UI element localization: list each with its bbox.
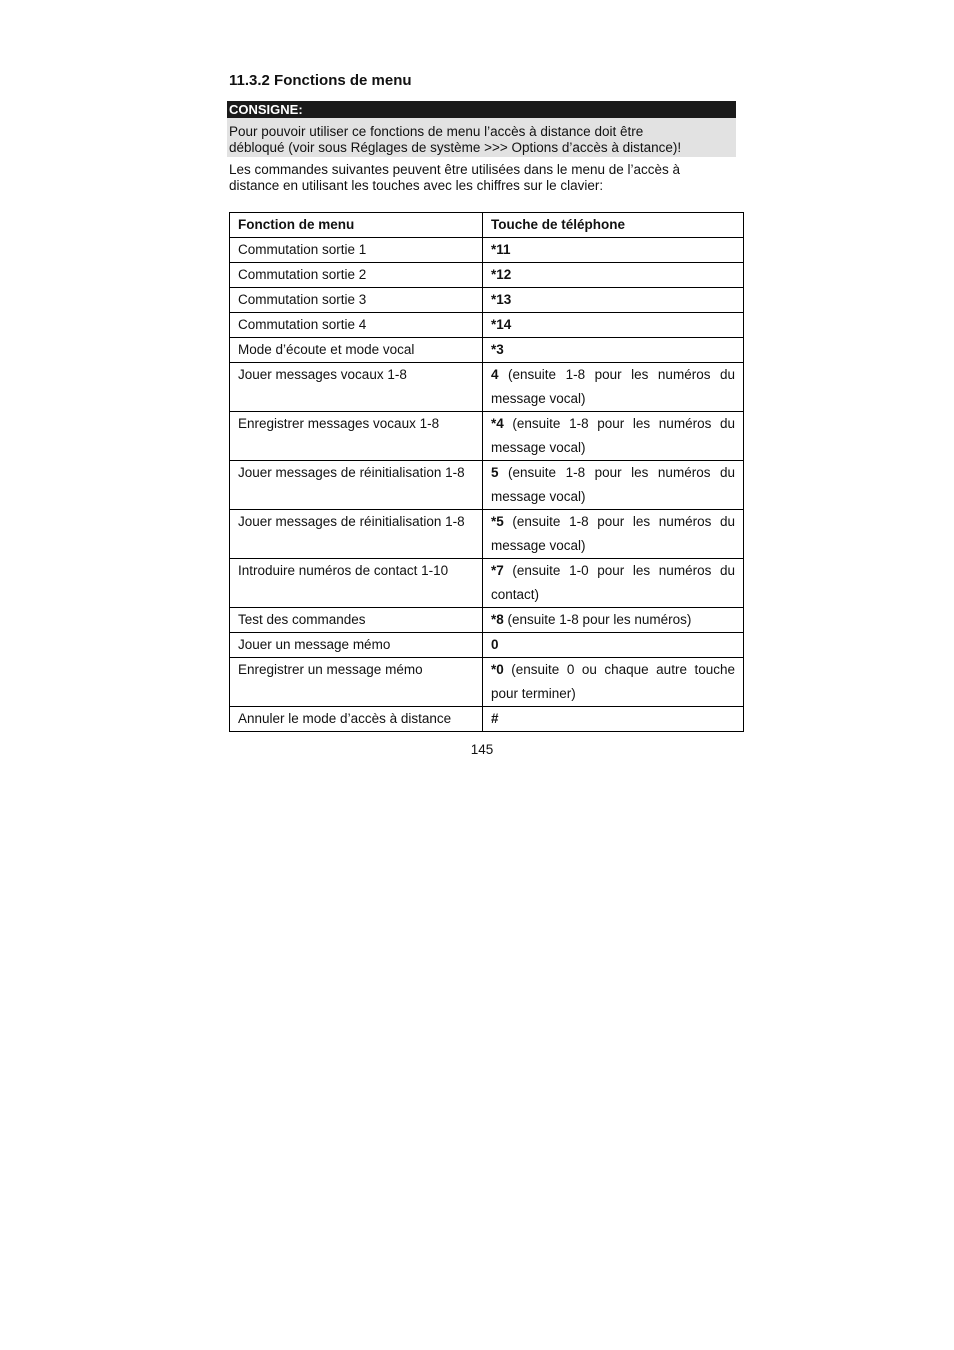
function-cell: Annuler le mode d’accès à distance: [230, 707, 483, 732]
key-code: 5: [491, 465, 499, 480]
table-row: [230, 633, 744, 658]
key-cell: [483, 510, 744, 559]
function-cell: Jouer messages vocaux 1-8: [230, 363, 483, 412]
key-note: (ensuite 1-8 pour les numéros du message vocal): [491, 465, 735, 504]
function-cell: Jouer messages de réinitialisation 1-8: [230, 461, 483, 510]
intro-line-1: Les commandes suivantes peuvent être utilisées dans le menu de l’accès à: [229, 162, 681, 177]
table-row: [230, 658, 744, 707]
key-cell: [483, 707, 744, 732]
key-code: *14: [491, 317, 512, 332]
table-row: [230, 363, 744, 412]
key-note: (ensuite 1-8 pour les numéros du message vocal): [491, 416, 735, 455]
function-cell: Introduire numéros de contact 1-10: [230, 559, 483, 608]
key-cell: [483, 363, 744, 412]
key-note: (ensuite 1-0 pour les numéros du contact): [491, 563, 735, 602]
key-code: *11: [491, 242, 511, 257]
key-cell: [483, 238, 744, 263]
function-cell: Commutation sortie 4: [230, 313, 483, 338]
key-cell: [483, 461, 744, 510]
function-cell: Jouer un message mémo: [230, 633, 483, 658]
intro-paragraph: [229, 162, 739, 194]
table-row: [230, 608, 744, 633]
table-row: [230, 338, 744, 363]
table-header-row: [230, 213, 744, 238]
key-note: (ensuite 1-8 pour les numéros du message vocal): [491, 367, 735, 406]
intro-line-2: distance en utilisant les touches avec les chiffres sur le clavier:: [229, 178, 604, 193]
key-cell: [483, 559, 744, 608]
key-code: *8: [491, 612, 504, 627]
notice-text: [227, 118, 736, 157]
key-cell: [483, 608, 744, 633]
table-row: [230, 288, 744, 313]
header-function: Fonction de menu: [230, 213, 483, 238]
header-key: Touche de téléphone: [483, 213, 744, 238]
notice-line-1: Pour pouvoir utiliser ce fonctions de menu l’accès à distance doit être: [229, 124, 644, 139]
key-note: (ensuite 1-8 pour les numéros du message vocal): [491, 514, 735, 553]
key-cell: [483, 263, 744, 288]
key-code: *4: [491, 416, 504, 431]
key-code: #: [491, 711, 499, 726]
key-code: *0: [491, 662, 504, 677]
function-cell: Commutation sortie 1: [230, 238, 483, 263]
key-note: (ensuite 0 ou chaque autre touche pour terminer): [491, 662, 735, 701]
table-row: [230, 559, 744, 608]
section-heading: 11.3.2 Fonctions de menu: [229, 72, 412, 89]
key-code: *3: [491, 342, 504, 357]
key-cell: [483, 288, 744, 313]
function-cell: Mode d’écoute et mode vocal: [230, 338, 483, 363]
function-cell: Commutation sortie 3: [230, 288, 483, 313]
table-row: [230, 510, 744, 559]
key-cell: [483, 658, 744, 707]
notice-line-2: débloqué (voir sous Réglages de système >>> Options d’accès à distance)!: [229, 140, 682, 155]
key-note: (ensuite 1-8 pour les numéros): [503, 612, 692, 627]
key-code: *5: [491, 514, 504, 529]
table-row: [230, 461, 744, 510]
key-code: 4: [491, 367, 499, 382]
notice-label: CONSIGNE:: [227, 101, 736, 118]
table-row: [230, 238, 744, 263]
menu-functions-table: [229, 212, 744, 732]
function-cell: Commutation sortie 2: [230, 263, 483, 288]
key-code: 0: [491, 637, 499, 652]
key-cell: [483, 412, 744, 461]
function-cell: Enregistrer un message mémo: [230, 658, 483, 707]
page-number: 145: [470, 742, 494, 757]
key-cell: [483, 338, 744, 363]
table-row: [230, 412, 744, 461]
key-code: *13: [491, 292, 512, 307]
table-row: [230, 313, 744, 338]
key-code: *12: [491, 267, 512, 282]
table-row: [230, 707, 744, 732]
key-cell: [483, 313, 744, 338]
function-cell: Test des commandes: [230, 608, 483, 633]
key-code: *7: [491, 563, 504, 578]
function-cell: Jouer messages de réinitialisation 1-8: [230, 510, 483, 559]
function-cell: Enregistrer messages vocaux 1-8: [230, 412, 483, 461]
key-cell: [483, 633, 744, 658]
table-row: [230, 263, 744, 288]
